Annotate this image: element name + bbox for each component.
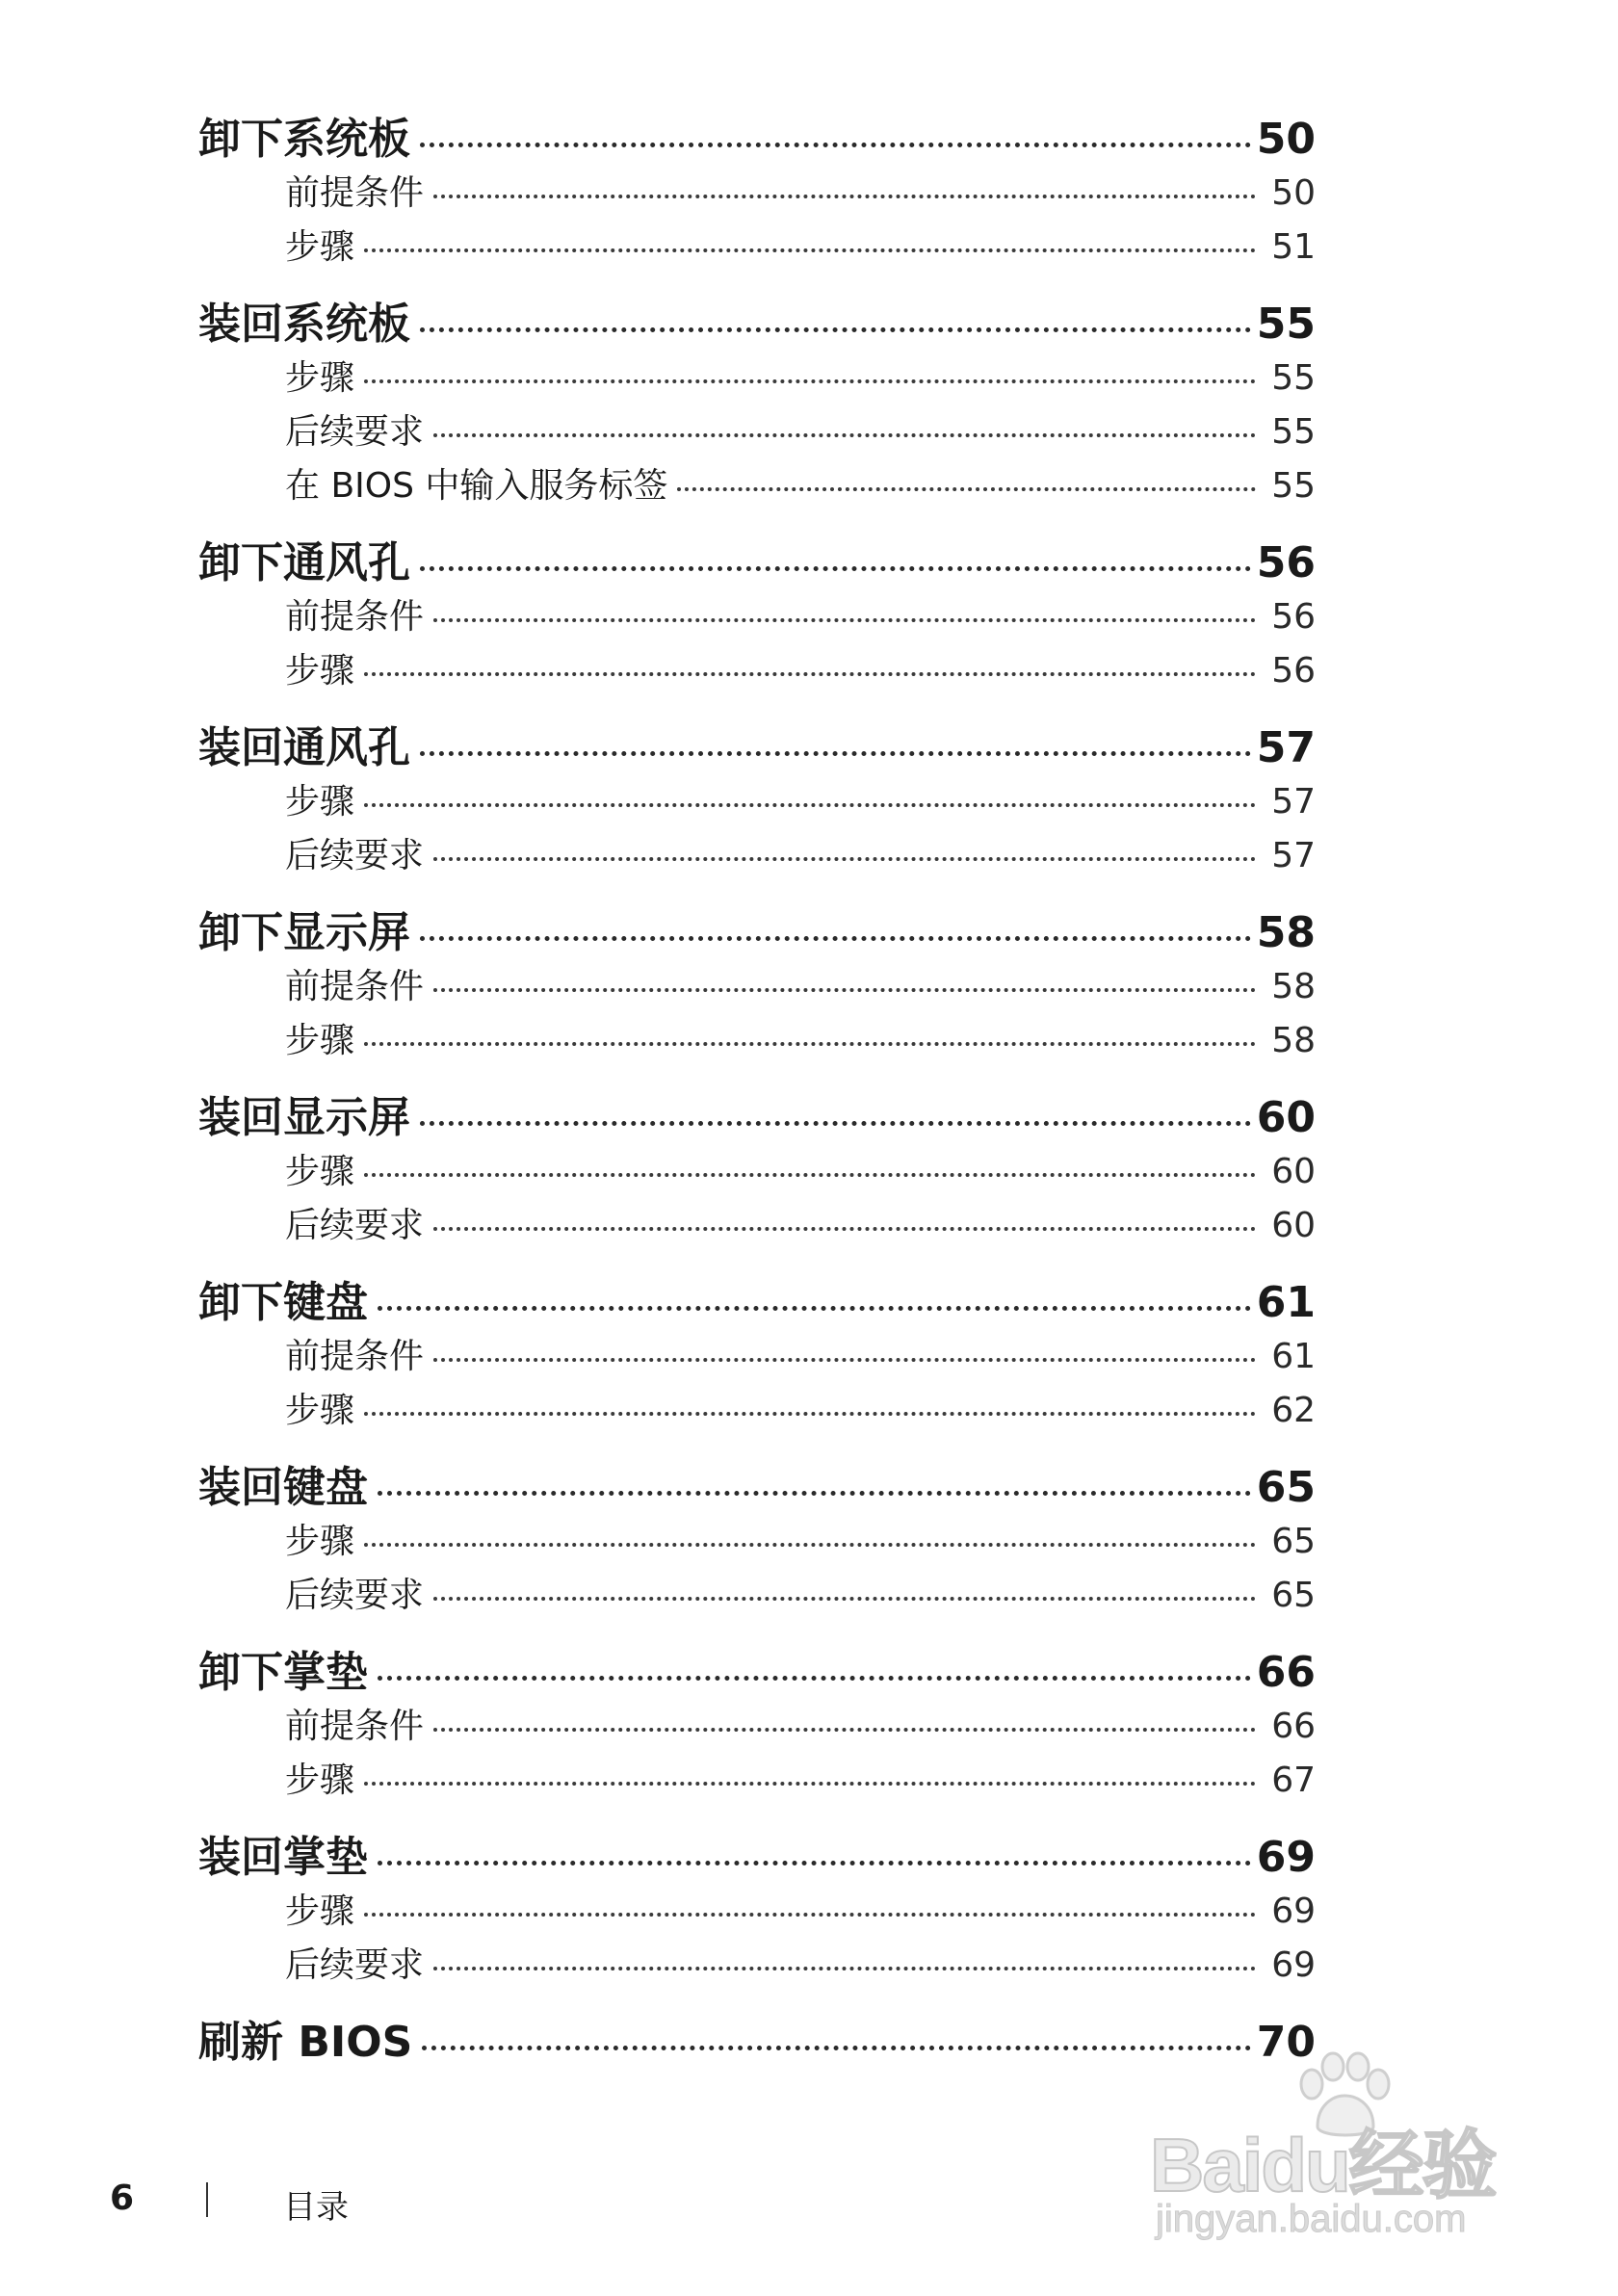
toc-subentry-page-number: 65 <box>1271 1522 1316 1561</box>
toc-subentry-page-number: 61 <box>1271 1337 1316 1376</box>
toc-section <box>198 1083 1316 1252</box>
toc-chapter-row[interactable] <box>198 1452 1316 1514</box>
toc-chapter-row[interactable] <box>198 1822 1316 1884</box>
dot-leader <box>420 143 1251 147</box>
footer-section-title: 目录 <box>283 2188 349 2227</box>
toc-subentry-row[interactable] <box>198 166 1316 220</box>
toc-subentry-page-number: 58 <box>1271 1021 1316 1060</box>
toc-subentry-row[interactable] <box>198 220 1316 274</box>
toc-subentry-page-number: 50 <box>1271 173 1316 213</box>
toc-subentry-page-number: 58 <box>1271 967 1316 1006</box>
toc-subentry-page-number: 67 <box>1271 1761 1316 1800</box>
toc-chapter-label: 刷新 BIOS <box>198 2018 413 2067</box>
dot-leader <box>378 1861 1251 1866</box>
footer-page-number: 6 <box>110 2179 135 2218</box>
toc-chapter-label: 卸下系统板 <box>198 115 410 164</box>
toc-subentry-row[interactable] <box>198 1144 1316 1198</box>
toc-subentry-page-number: 66 <box>1271 1707 1316 1746</box>
toc-chapter-row[interactable] <box>198 289 1316 351</box>
toc-subentry-label: 步骤 <box>285 358 355 398</box>
toc-subentry-row[interactable] <box>198 959 1316 1013</box>
toc-chapter-page-number: 70 <box>1256 2018 1316 2067</box>
toc-subentry-label: 前提条件 <box>285 1707 425 1746</box>
toc-subentry-row[interactable] <box>198 1514 1316 1568</box>
toc-chapter-label: 装回掌垫 <box>198 1833 368 1882</box>
toc-chapter-page-number: 69 <box>1256 1833 1316 1882</box>
dot-leader <box>364 1913 1256 1917</box>
dot-leader <box>420 1121 1251 1126</box>
dot-leader <box>364 379 1256 383</box>
toc-subentry-label: 步骤 <box>285 651 355 691</box>
toc-subentry-label: 步骤 <box>285 1761 355 1800</box>
toc-chapter-label: 装回键盘 <box>198 1463 368 1512</box>
dot-leader <box>420 327 1251 332</box>
toc-subentry-row[interactable] <box>198 589 1316 643</box>
toc-subentry-label: 前提条件 <box>285 1337 425 1376</box>
dot-leader <box>433 618 1256 622</box>
dot-leader <box>420 566 1251 571</box>
dot-leader <box>433 988 1256 992</box>
toc-chapter-page-number: 57 <box>1256 723 1316 772</box>
toc-subentry-row[interactable] <box>198 1884 1316 1938</box>
toc-subentry-row[interactable] <box>198 643 1316 697</box>
toc-chapter-page-number: 55 <box>1256 300 1316 349</box>
toc-chapter-label: 装回显示屏 <box>198 1093 410 1142</box>
table-of-contents <box>198 104 1316 2084</box>
toc-subentry-label: 前提条件 <box>285 597 425 637</box>
toc-subentry-label: 前提条件 <box>285 173 425 213</box>
toc-subentry-label: 步骤 <box>285 1391 355 1430</box>
toc-subentry-row[interactable] <box>198 458 1316 512</box>
toc-subentry-row[interactable] <box>198 1753 1316 1807</box>
dot-leader <box>420 751 1251 756</box>
toc-chapter-label: 卸下掌垫 <box>198 1648 368 1697</box>
dot-leader <box>364 1782 1256 1786</box>
toc-chapter-page-number: 66 <box>1256 1648 1316 1697</box>
toc-subentry-page-number: 62 <box>1271 1391 1316 1430</box>
dot-leader <box>422 2046 1250 2050</box>
toc-chapter-label: 装回系统板 <box>198 300 410 349</box>
toc-chapter-page-number: 56 <box>1256 538 1316 587</box>
toc-chapter-row[interactable] <box>198 713 1316 774</box>
toc-subentry-page-number: 51 <box>1271 227 1316 267</box>
toc-chapter-row[interactable] <box>198 898 1316 959</box>
toc-subentry-label: 步骤 <box>285 1522 355 1561</box>
toc-section <box>198 713 1316 882</box>
toc-section <box>198 289 1316 512</box>
dot-leader <box>433 433 1256 437</box>
toc-subentry-page-number: 65 <box>1271 1576 1316 1615</box>
dot-leader <box>433 1728 1256 1732</box>
toc-chapter-label: 卸下显示屏 <box>198 908 410 957</box>
toc-chapter-row[interactable] <box>198 104 1316 166</box>
toc-subentry-label: 前提条件 <box>285 967 425 1006</box>
toc-subentry-row[interactable] <box>198 1013 1316 1067</box>
toc-chapter-page-number: 60 <box>1256 1093 1316 1142</box>
toc-subentry-page-number: 60 <box>1271 1152 1316 1191</box>
toc-chapter-page-number: 50 <box>1256 115 1316 164</box>
toc-chapter-row[interactable] <box>198 1637 1316 1699</box>
dot-leader <box>433 1358 1256 1362</box>
dot-leader <box>677 487 1256 491</box>
toc-section <box>198 898 1316 1067</box>
toc-subentry-row[interactable] <box>198 404 1316 458</box>
toc-subentry-row[interactable] <box>198 1699 1316 1753</box>
toc-subentry-label: 后续要求 <box>285 1576 425 1615</box>
toc-chapter-row[interactable] <box>198 1267 1316 1329</box>
toc-chapter-page-number: 61 <box>1256 1278 1316 1327</box>
toc-section <box>198 1822 1316 1992</box>
toc-subentry-page-number: 55 <box>1271 358 1316 398</box>
toc-subentry-page-number: 69 <box>1271 1892 1316 1931</box>
toc-chapter-label: 卸下通风孔 <box>198 538 410 587</box>
dot-leader <box>364 1042 1256 1046</box>
toc-subentry-label: 后续要求 <box>285 1206 425 1245</box>
dot-leader <box>433 857 1256 861</box>
dot-leader <box>378 1676 1251 1681</box>
toc-section <box>198 1637 1316 1807</box>
toc-subentry-page-number: 55 <box>1271 412 1316 452</box>
dot-leader <box>364 1543 1256 1547</box>
toc-section <box>198 104 1316 274</box>
dot-leader <box>433 1967 1256 1970</box>
toc-subentry-page-number: 56 <box>1271 651 1316 691</box>
toc-subentry-row[interactable] <box>198 774 1316 828</box>
toc-subentry-page-number: 60 <box>1271 1206 1316 1245</box>
toc-chapter-label: 装回通风孔 <box>198 723 410 772</box>
toc-chapter-row[interactable] <box>198 1083 1316 1144</box>
toc-subentry-row[interactable] <box>198 1568 1316 1622</box>
toc-subentry-label: 步骤 <box>285 1892 355 1931</box>
toc-subentry-row[interactable] <box>198 1329 1316 1383</box>
toc-subentry-row[interactable] <box>198 1198 1316 1252</box>
dot-leader <box>378 1491 1251 1496</box>
watermark-url: jingyan.baidu.com <box>1156 2198 1467 2240</box>
toc-chapter-page-number: 58 <box>1256 908 1316 957</box>
toc-subentry-row[interactable] <box>198 828 1316 882</box>
dot-leader <box>364 803 1256 807</box>
toc-subentry-label: 后续要求 <box>285 1945 425 1985</box>
toc-subentry-page-number: 57 <box>1271 782 1316 822</box>
dot-leader <box>364 672 1256 676</box>
toc-chapter-row[interactable] <box>198 528 1316 589</box>
dot-leader <box>364 1173 1256 1177</box>
toc-chapter-label: 卸下键盘 <box>198 1278 368 1327</box>
toc-subentry-label: 步骤 <box>285 782 355 822</box>
footer-separator <box>206 2182 208 2217</box>
toc-subentry-label: 步骤 <box>285 1152 355 1191</box>
toc-subentry-page-number: 56 <box>1271 597 1316 637</box>
dot-leader <box>364 1412 1256 1416</box>
dot-leader <box>433 195 1256 198</box>
toc-subentry-row[interactable] <box>198 1383 1316 1437</box>
dot-leader <box>364 248 1256 252</box>
toc-chapter-page-number: 65 <box>1256 1463 1316 1512</box>
toc-subentry-label: 后续要求 <box>285 412 425 452</box>
toc-subentry-row[interactable] <box>198 1938 1316 1992</box>
toc-section <box>198 1267 1316 1437</box>
toc-subentry-page-number: 57 <box>1271 836 1316 875</box>
toc-section <box>198 528 1316 697</box>
toc-subentry-page-number: 55 <box>1271 466 1316 506</box>
dot-leader <box>378 1306 1251 1311</box>
dot-leader <box>433 1227 1256 1231</box>
toc-subentry-label: 步骤 <box>285 227 355 267</box>
baidu-jingyan-watermark <box>1146 2051 1541 2244</box>
toc-subentry-page-number: 69 <box>1271 1945 1316 1985</box>
toc-subentry-label: 后续要求 <box>285 836 425 875</box>
toc-subentry-label: 在 BIOS 中输入服务标签 <box>285 466 668 506</box>
dot-leader <box>420 936 1251 941</box>
watermark-logo-text: Baidu经验 <box>1150 2123 1496 2207</box>
toc-section <box>198 1452 1316 1622</box>
dot-leader <box>433 1597 1256 1601</box>
toc-subentry-row[interactable] <box>198 351 1316 404</box>
toc-subentry-label: 步骤 <box>285 1021 355 1060</box>
